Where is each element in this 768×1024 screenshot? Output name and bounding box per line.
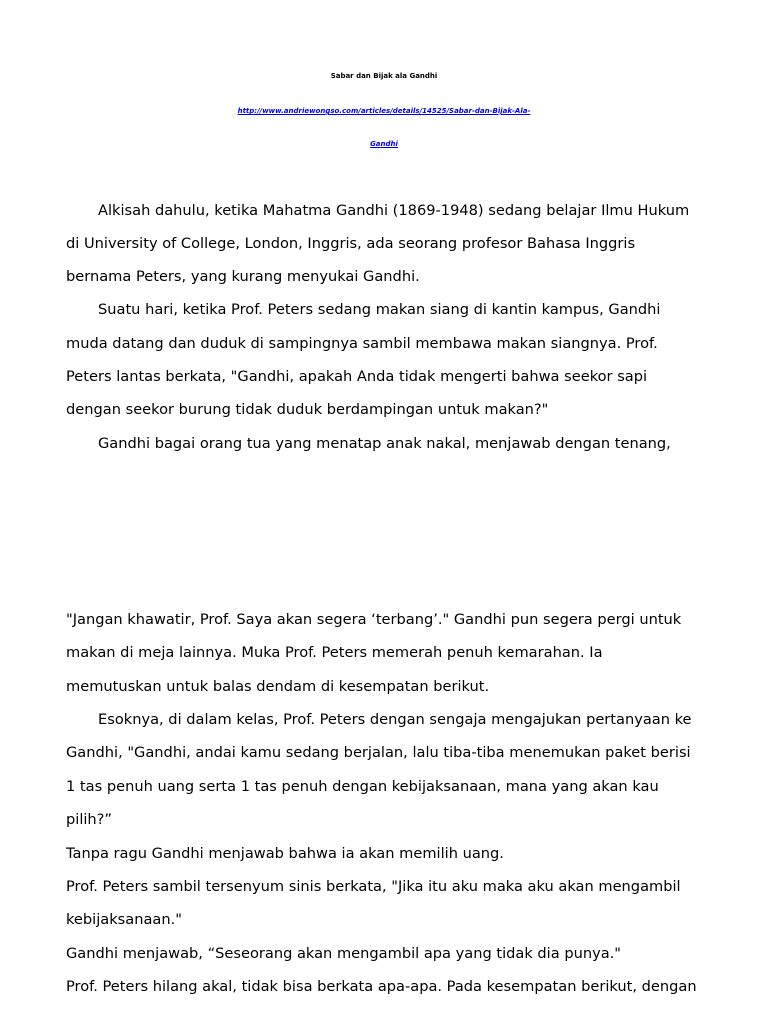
paragraph-line: makan di meja lainnya. Muka Prof. Peters memerah penuh kemarahan. Ia (66, 644, 603, 661)
paragraph-line: pilih?” (66, 811, 112, 828)
document-title: Sabar dan Bijak ala Gandhi (330, 72, 438, 80)
paragraph-line: Prof. Peters hilang akal, tidak bisa berkata apa-apa. Pada kesempatan berikut, dengan (66, 978, 697, 995)
paragraph-line: Gandhi, "Gandhi, andai kamu sedang berjalan, lalu tiba-tiba menemukan paket berisi (66, 744, 691, 761)
paragraph-line: Esoknya, di dalam kelas, Prof. Peters dengan sengaja mengajukan pertanyaan ke (98, 711, 692, 728)
paragraph-line: di University of College, London, Inggris, ada seorang profesor Bahasa Inggris (66, 235, 636, 252)
paragraph-line: Peters lantas berkata, "Gandhi, apakah Anda tidak mengerti bahwa seekor sapi (66, 368, 648, 385)
paragraph-line: dengan seekor burung tidak duduk berdampingan untuk makan?" (66, 401, 549, 418)
paragraph-line: Prof. Peters sambil tersenyum sinis berkata, "Jika itu aku maka aku akan mengambil (66, 878, 681, 895)
paragraph-line: "Jangan khawatir, Prof. Saya akan segera ‘terbang’." Gandhi pun segera pergi untuk (66, 611, 682, 628)
paragraph-line: memutuskan untuk balas dendam di kesempatan berikut. (66, 678, 490, 695)
paragraph-line: 1 tas penuh uang serta 1 tas penuh dengan kebijaksanaan, mana yang akan kau (66, 778, 659, 795)
paragraph-line: muda datang dan duduk di sampingnya sambil membawa makan siangnya. Prof. (66, 335, 658, 352)
paragraph-line: Gandhi bagai orang tua yang menatap anak nakal, menjawab dengan tenang, (98, 435, 671, 452)
paragraph-line: Alkisah dahulu, ketika Mahatma Gandhi (1869-1948) sedang belajar Ilmu Hukum (98, 202, 690, 219)
source-link[interactable]: http://www.andriewongso.com/articles/details/14525/Sabar-dan-Bijak-Ala- (237, 107, 531, 115)
paragraph-line: Suatu hari, ketika Prof. Peters sedang makan siang di kantin kampus, Gandhi (98, 301, 661, 318)
source-link-continuation[interactable]: Gandhi (370, 140, 398, 148)
paragraph-line: bernama Peters, yang kurang menyukai Gandhi. (66, 268, 420, 285)
paragraph-line: Tanpa ragu Gandhi menjawab bahwa ia akan memilih uang. (66, 845, 504, 862)
paragraph-line: kebijaksanaan." (66, 911, 182, 928)
paragraph-line: Gandhi menjawab, “Seseorang akan mengambil apa yang tidak dia punya." (66, 945, 622, 962)
